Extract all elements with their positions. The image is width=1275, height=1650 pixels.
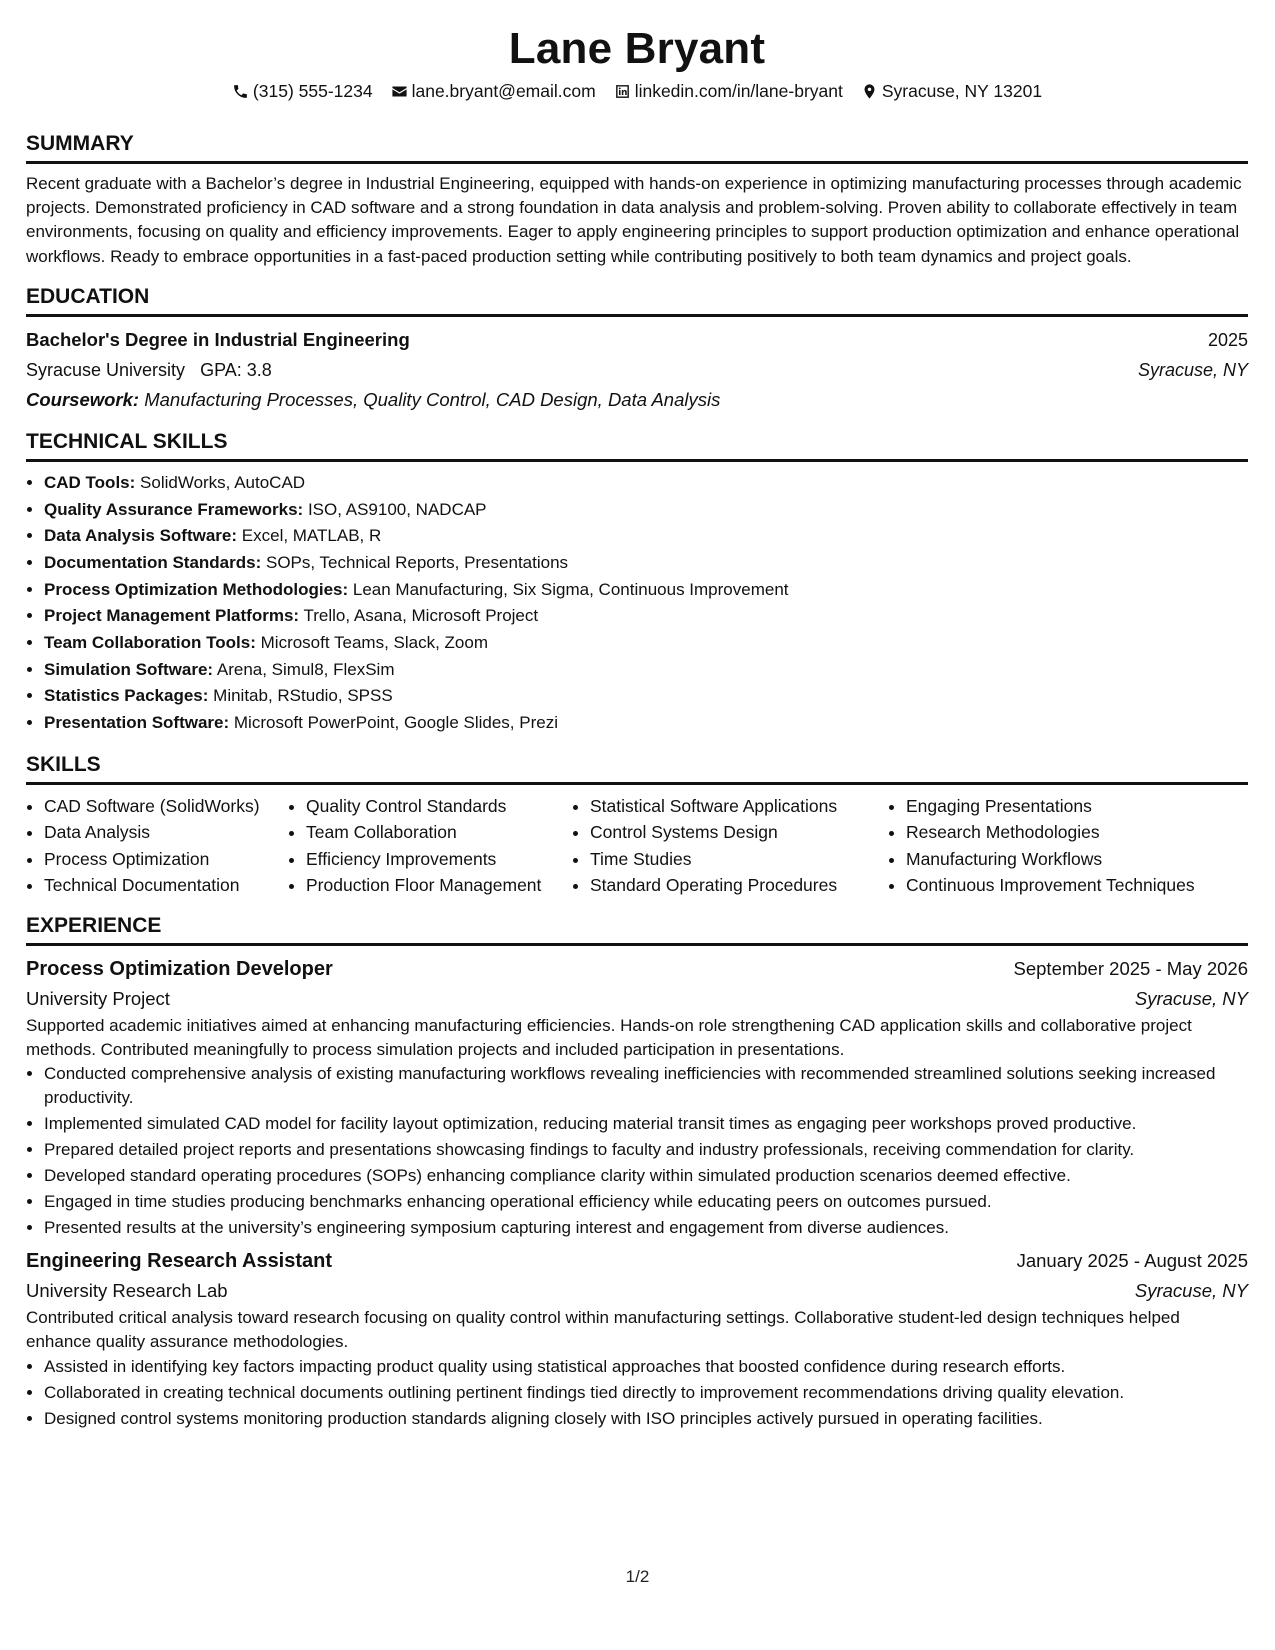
linkedin-text: linkedin.com/in/lane-bryant [634,81,843,101]
list-item [44,657,1248,684]
list-item: • Quality Control Standards [306,793,572,820]
school-name: Syracuse University [26,359,186,380]
list-item [44,603,1248,630]
skill-category: Data Analysis Software: [44,526,238,546]
job-entry [26,1246,1248,1430]
school-location: Syracuse, NY [1137,359,1248,380]
section-divider [26,459,1248,462]
list-item [44,497,1248,524]
coursework-label: Coursework: [26,388,140,410]
job-dates: September 2025 - May 2026 [1013,957,1248,979]
school-info [26,355,272,385]
skill-category: CAD Tools: [44,472,136,492]
job-location: Syracuse, NY [1134,987,1248,1009]
job-location: Syracuse, NY [1134,1280,1248,1302]
skill-values: Arena, Simul8, FlexSim [216,659,395,679]
map-pin-icon [861,83,878,100]
skill-category: Quality Assurance Frameworks: [44,499,304,519]
section-divider [26,943,1248,946]
section-divider [26,782,1248,785]
list-item: • Presented results at the university’s engineering symposium capturing interest and engagement from diverse audiences. [44,1216,1248,1240]
page-number: 1/2 [625,1567,650,1586]
list-item: • Developed standard operating procedures (SOPs) enhancing compliance clarity within simulated production scenarios deemed effective. [44,1164,1248,1188]
linkedin-icon [614,83,631,100]
summary-text: Recent graduate with a Bachelor’s degree in Industrial Engineering, equipped with hands-on experience in optimizing manufacturing processes through academic projects. Demonstrated proficiency in CAD software and a strong foundation in data analysis and problem-solving. Proven ability to collaborate effectively in team environments, focusing on quality and efficiency improvements. Eager to apply engineering principles to support production optimization and enhance operational workflows. Ready to embrace opportunities in a fast-paced production setting while contributing positively to both team dynamics and project goals. [26,174,1242,266]
job-title: Process Optimization Developer [26,957,333,980]
contact-email[interactable] [391,80,596,102]
envelope-icon [391,83,408,100]
job-org: University Project [26,987,170,1009]
location-text: Syracuse, NY 13201 [881,81,1043,101]
list-item [44,550,1248,577]
technical-skills-heading: TECHNICAL SKILLS [26,429,228,453]
list-item: • CAD Software (SolidWorks) [44,793,288,820]
list-item: • Team Collaboration [306,819,572,846]
skill-values: Minitab, RStudio, SPSS [213,686,393,706]
list-item: • Prepared detailed project reports and presentations showcasing findings to faculty and industry professionals, receiving commendation for clarity. [44,1138,1248,1162]
skill-category: Documentation Standards: [44,552,262,572]
contact-linkedin[interactable] [614,80,843,102]
list-item: • Data Analysis [44,819,288,846]
email-text: lane.bryant@email.com [411,81,596,101]
list-item: • Technical Documentation [44,872,288,899]
job-dates: January 2025 - August 2025 [1016,1250,1248,1272]
list-item [44,630,1248,657]
skill-values: Trello, Asana, Microsoft Project [303,606,539,626]
list-item: • Standard Operating Procedures [590,872,888,899]
job-header [26,1246,1248,1276]
skills-column [288,793,572,899]
list-item: • Statistical Software Applications [590,793,888,820]
experience-heading: EXPERIENCE [26,913,162,937]
list-item: • Research Methodologies [906,819,1195,846]
list-item: • Manufacturing Workflows [906,846,1195,873]
job-description: Supported academic initiatives aimed at enhancing manufacturing efficiencies. Hands-on role strengthening CAD application skills and collaborative project methods. Contributed meaningfully to process simulation projects and included participation in presentations. [26,1015,1192,1060]
list-item: • Assisted in identifying key factors impacting product quality using statistical approaches that boosted confidence during research efforts. [44,1355,1248,1379]
contact-bar [26,80,1248,102]
skills-column [572,793,888,899]
skill-values: SOPs, Technical Reports, Presentations [265,552,569,572]
gpa: GPA: 3.8 [200,359,272,380]
list-item: • Designed control systems monitoring production standards aligning closely with ISO principles actively pursued in operating facilities. [44,1407,1248,1431]
job-subheader [26,1276,1248,1306]
list-item: • Control Systems Design [590,819,888,846]
skill-category: Team Collaboration Tools: [44,633,256,653]
skill-values: Microsoft Teams, Slack, Zoom [260,633,488,653]
list-item [44,577,1248,604]
list-item: • Collaborated in creating technical documents outlining pertinent findings tied directly to improvement recommendations driving quality elevation. [44,1381,1248,1405]
coursework-line [26,385,1248,415]
skill-values: Excel, MATLAB, R [241,526,382,546]
list-item: • Time Studies [590,846,888,873]
list-item [44,523,1248,550]
list-item [44,470,1248,497]
candidate-name: Lane Bryant [508,24,766,73]
job-bullets [26,1062,1248,1239]
job-description: Contributed critical analysis toward research focusing on quality control within manufacturing settings. Collaborative student-led design techniques helped enhance quality assurance methodologies. [26,1308,1180,1352]
section-divider [26,161,1248,164]
skills-heading: SKILLS [26,752,101,776]
job-subheader [26,984,1248,1014]
skill-values: Lean Manufacturing, Six Sigma, Continuous Improvement [352,579,789,599]
skills-column [888,793,1195,899]
technical-skills-list [26,470,1248,737]
list-item: • Conducted comprehensive analysis of existing manufacturing workflows revealing inefficiencies with recommended streamlined solutions seeking increased productivity. [44,1062,1248,1109]
contact-phone[interactable] [232,80,373,102]
resume-page [26,22,1248,1433]
list-item: • Process Optimization [44,846,288,873]
job-bullets [26,1355,1248,1431]
list-item: • Engaged in time studies producing benchmarks enhancing operational efficiency while educating peers on outcomes pursued. [44,1190,1248,1214]
school-row [26,355,1248,385]
skill-category: Presentation Software: [44,713,230,733]
list-item [44,683,1248,710]
phone-icon [232,83,249,100]
contact-location [861,80,1042,102]
list-item: • Production Floor Management [306,872,572,899]
phone-text: (315) 555-1234 [252,81,373,101]
job-header [26,954,1248,984]
skills-grid [26,793,1248,899]
graduation-year: 2025 [1207,329,1248,350]
list-item: • Continuous Improvement Techniques [906,872,1195,899]
list-item: • Efficiency Improvements [306,846,572,873]
job-title: Engineering Research Assistant [26,1250,333,1273]
list-item: • Engaging Presentations [906,793,1195,820]
skill-values: SolidWorks, AutoCAD [140,472,306,492]
skill-category: Statistics Packages: [44,686,209,706]
job-entry [26,954,1248,1239]
job-org: University Research Lab [26,1280,228,1302]
education-heading: EDUCATION [26,284,150,308]
skill-values: Microsoft PowerPoint, Google Slides, Prezi [233,713,558,733]
skill-category: Project Management Platforms: [44,606,300,626]
skills-column [26,793,288,899]
skill-values: ISO, AS9100, NADCAP [307,499,487,519]
section-divider [26,314,1248,317]
coursework-list: Manufacturing Processes, Quality Control, CAD Design, Data Analysis [144,388,721,410]
list-item: • Implemented simulated CAD model for facility layout optimization, reducing material transit times as engaging peer workshops proved productive. [44,1112,1248,1136]
degree-name: Bachelor's Degree in Industrial Engineering [26,328,410,350]
summary-heading: SUMMARY [26,132,134,155]
list-item [44,710,1248,737]
skill-category: Process Optimization Methodologies: [44,579,349,599]
skill-category: Simulation Software: [44,659,214,679]
education-row [26,325,1248,355]
